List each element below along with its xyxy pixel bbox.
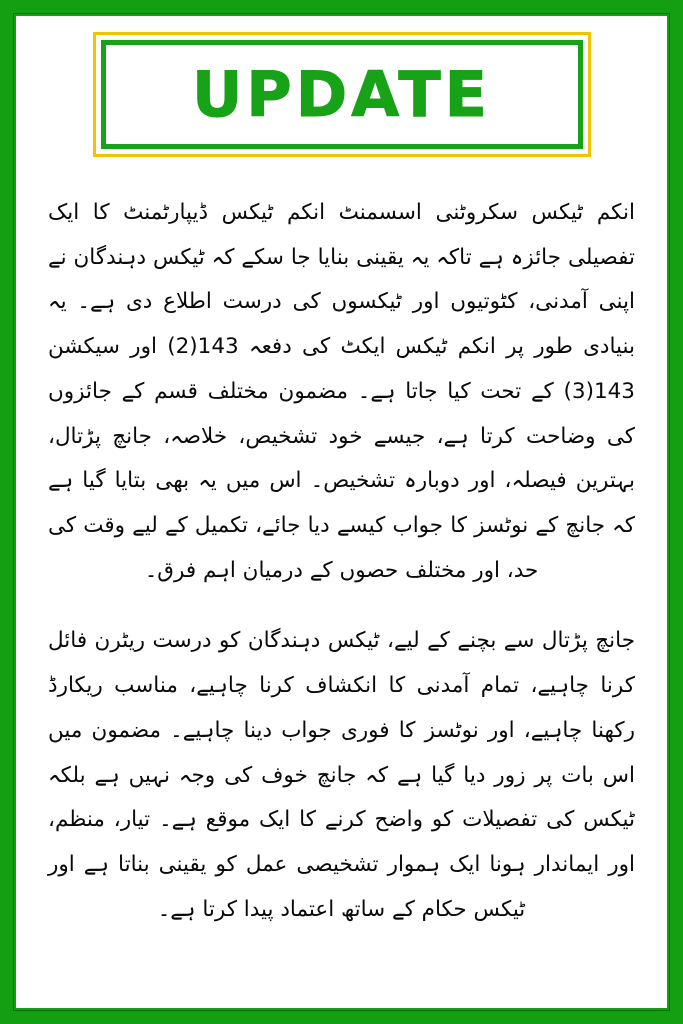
document-content [16, 16, 667, 1008]
article-body [42, 191, 641, 933]
update-stamp-label: UPDATE [188, 64, 495, 126]
paragraph-1: انکم ٹیکس سکروٹنی اسسمنٹ انکم ٹیکس ڈیپارٹمنٹ کا ایک تفصیلی جائزہ ہے تاکہ یہ یقینی بنایا جا سکے کہ ٹیکس دہندگان نے اپنی آمدنی، کٹوتیوں اور ٹیکسوں کی درست اطلاع دی ہے۔ یہ بنیادی طور پر انکم ٹیکس ایکٹ کی دفعہ 143(2) اور سیکشن 143(3) کے تحت کیا جاتا ہے۔ مضمون مختلف قسم کے جائزوں کی وضاحت کرتا ہے، جیسے خود تشخیص، خلاصہ، جانچ پڑتال، بہترین فیصلہ، اور دوبارہ تشخیص۔ اس میں یہ بھی بتایا گیا ہے کہ جانچ کے نوٹسز کا جواب کیسے دیا جائے، تکمیل کے لیے وقت کی حد، اور مختلف حصوں کے درمیان اہم فرق۔ [48, 200, 635, 583]
paragraph-2: جانچ پڑتال سے بچنے کے لیے، ٹیکس دہندگان کو درست ریٹرن فائل کرنا چاہیے، تمام آمدنی کا انکشاف کرنا چاہیے، مناسب ریکارڈ رکھنا چاہیے، اور نوٹسز کا فوری جواب دینا چاہیے۔ مضمون میں اس بات پر زور دیا گیا ہے کہ جانچ خوف کی وجہ نہیں ہے بلکہ ٹیکس کی تفصیلات کو واضح کرنے کا ایک موقع ہے۔ تیار، منظم، اور ایماندار ہونا ایک ہموار تشخیصی عمل کو یقینی بناتا ہے اور ٹیکس حکام کے ساتھ اعتماد پیدا کرتا ہے۔ [48, 628, 635, 922]
update-stamp-inner-frame [101, 40, 583, 149]
update-stamp [93, 32, 591, 157]
